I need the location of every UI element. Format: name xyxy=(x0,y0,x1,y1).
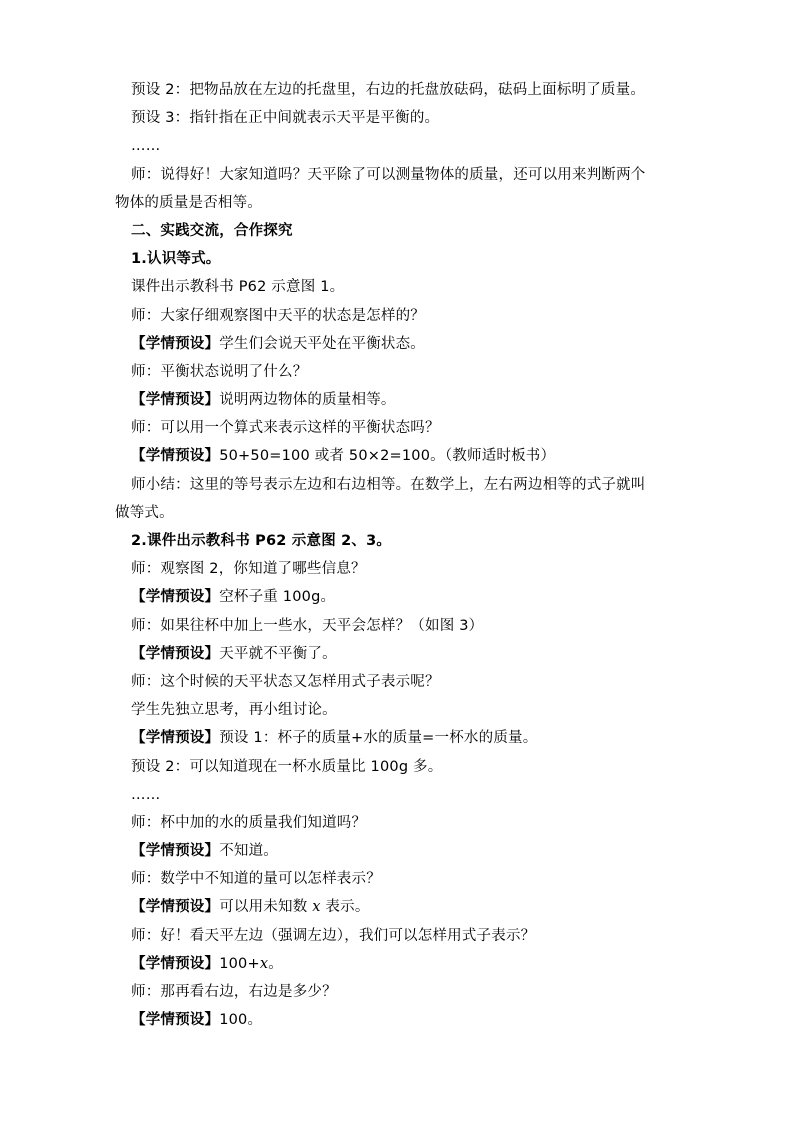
line-text: 50+50=100 或者 50×2=100。（教师适时板书） xyxy=(219,448,556,465)
text-line xyxy=(115,161,700,189)
line-text: 物体的质量是否相等。 xyxy=(115,194,262,211)
preset-tag: 【学情预设】 xyxy=(131,645,220,662)
text-line xyxy=(115,302,700,330)
text-line xyxy=(115,132,700,160)
text-line xyxy=(115,189,700,217)
line-text: 师：杯中加的水的质量我们知道吗？ xyxy=(131,814,367,831)
text-line xyxy=(115,753,700,781)
line-text: …… xyxy=(131,138,161,155)
preset-tag: 【学情预设】 xyxy=(131,899,220,916)
text-line xyxy=(115,245,700,273)
variable-x: x xyxy=(312,899,321,916)
line-text: 师小结：这里的等号表示左边和右边相等。在数学上，左右两边相等的式子就叫 xyxy=(131,476,646,493)
text-line xyxy=(115,471,700,499)
text-line xyxy=(115,330,700,358)
text-line xyxy=(115,583,700,611)
text-line xyxy=(115,696,700,724)
preset-tag: 【学情预设】 xyxy=(131,335,220,352)
preset-tag: 【学情预设】 xyxy=(131,730,220,747)
text-line xyxy=(115,978,700,1006)
preset-tag: 【学情预设】 xyxy=(131,1012,220,1029)
text-line xyxy=(115,273,700,301)
line-text: 做等式。 xyxy=(115,504,174,521)
text-line xyxy=(115,527,700,555)
line-text: 师：好！看天平左边（强调左边），我们可以怎样用式子表示？ xyxy=(131,927,536,944)
line-text: 师：说得好！大家知道吗？天平除了可以测量物体的质量，还可以用来判断两个 xyxy=(131,166,646,183)
document-body xyxy=(115,76,700,1034)
text-line xyxy=(115,217,700,245)
line-text: 师：如果往杯中加上一些水，天平会怎样？（如图 3） xyxy=(131,617,484,634)
text-line xyxy=(115,76,700,104)
line-text: …… xyxy=(131,786,161,803)
line-text: 学生们会说天平处在平衡状态。 xyxy=(219,335,426,352)
text-line xyxy=(115,386,700,414)
text-line xyxy=(115,809,700,837)
preset-tag: 【学情预设】 xyxy=(131,589,220,606)
line-text: 师：平衡状态说明了什么？ xyxy=(131,363,308,380)
preset-tag: 【学情预设】 xyxy=(131,392,220,409)
text-line xyxy=(115,358,700,386)
text-line xyxy=(115,781,700,809)
line-text: 1.认识等式。 xyxy=(131,251,221,268)
text-line xyxy=(115,893,700,921)
line-text: 课件出示教科书 P62 示意图 1。 xyxy=(131,279,345,296)
line-text: 2.课件出示教科书 P62 示意图 2、3。 xyxy=(131,533,392,549)
text-line xyxy=(115,922,700,950)
line-text: 师：数学中不知道的量可以怎样表示？ xyxy=(131,871,381,888)
line-text: 师：大家仔细观察图中天平的状态是怎样的？ xyxy=(131,307,425,324)
text-line xyxy=(115,1006,700,1034)
line-text: 预设 2：可以知道现在一杯水质量比 100g 多。 xyxy=(131,758,443,775)
text-line xyxy=(115,414,700,442)
line-text: 师：那再看右边，右边是多少？ xyxy=(131,984,337,1000)
line-text: 天平就不平衡了。 xyxy=(219,645,337,662)
line-text: 预设 3：指针指在正中间就表示天平是平衡的。 xyxy=(131,110,440,127)
preset-tag: 【学情预设】 xyxy=(131,955,220,972)
line-text-after: 。 xyxy=(268,955,283,972)
text-line xyxy=(115,442,700,470)
line-text: 师：可以用一个算式来表示这样的平衡状态吗？ xyxy=(131,420,440,437)
text-line xyxy=(115,724,700,752)
line-text: 100+ xyxy=(219,955,260,972)
line-text: 空杯子重 100g。 xyxy=(219,589,336,606)
line-text-after: 表示。 xyxy=(320,899,370,916)
line-text: 100。 xyxy=(219,1012,263,1029)
text-line xyxy=(115,104,700,132)
line-text: 预设 1：杯子的质量+水的质量=一杯水的质量。 xyxy=(219,730,538,747)
preset-tag: 【学情预设】 xyxy=(131,843,220,860)
line-text: 师：这个时候的天平状态又怎样用式子表示呢？ xyxy=(131,673,440,690)
text-line xyxy=(115,555,700,583)
line-text: 预设 2：把物品放在左边的托盘里，右边的托盘放砝码，砝码上面标明了质量。 xyxy=(131,82,646,98)
line-text: 二、实践交流，合作探究 xyxy=(131,222,293,239)
line-text: 不知道。 xyxy=(219,843,279,860)
text-line xyxy=(115,668,700,696)
line-text: 说明两边物体的质量相等。 xyxy=(219,392,396,409)
line-text: 师：观察图 2，你知道了哪些信息？ xyxy=(131,561,366,578)
text-line xyxy=(115,950,700,978)
line-text: 可以用未知数 xyxy=(219,899,313,916)
text-line xyxy=(115,499,700,527)
variable-x: x xyxy=(259,955,269,972)
text-line xyxy=(115,837,700,865)
text-line xyxy=(115,865,700,893)
line-text: 学生先独立思考，再小组讨论。 xyxy=(131,702,337,719)
text-line xyxy=(115,612,700,640)
text-line xyxy=(115,640,700,668)
preset-tag: 【学情预设】 xyxy=(131,448,220,465)
